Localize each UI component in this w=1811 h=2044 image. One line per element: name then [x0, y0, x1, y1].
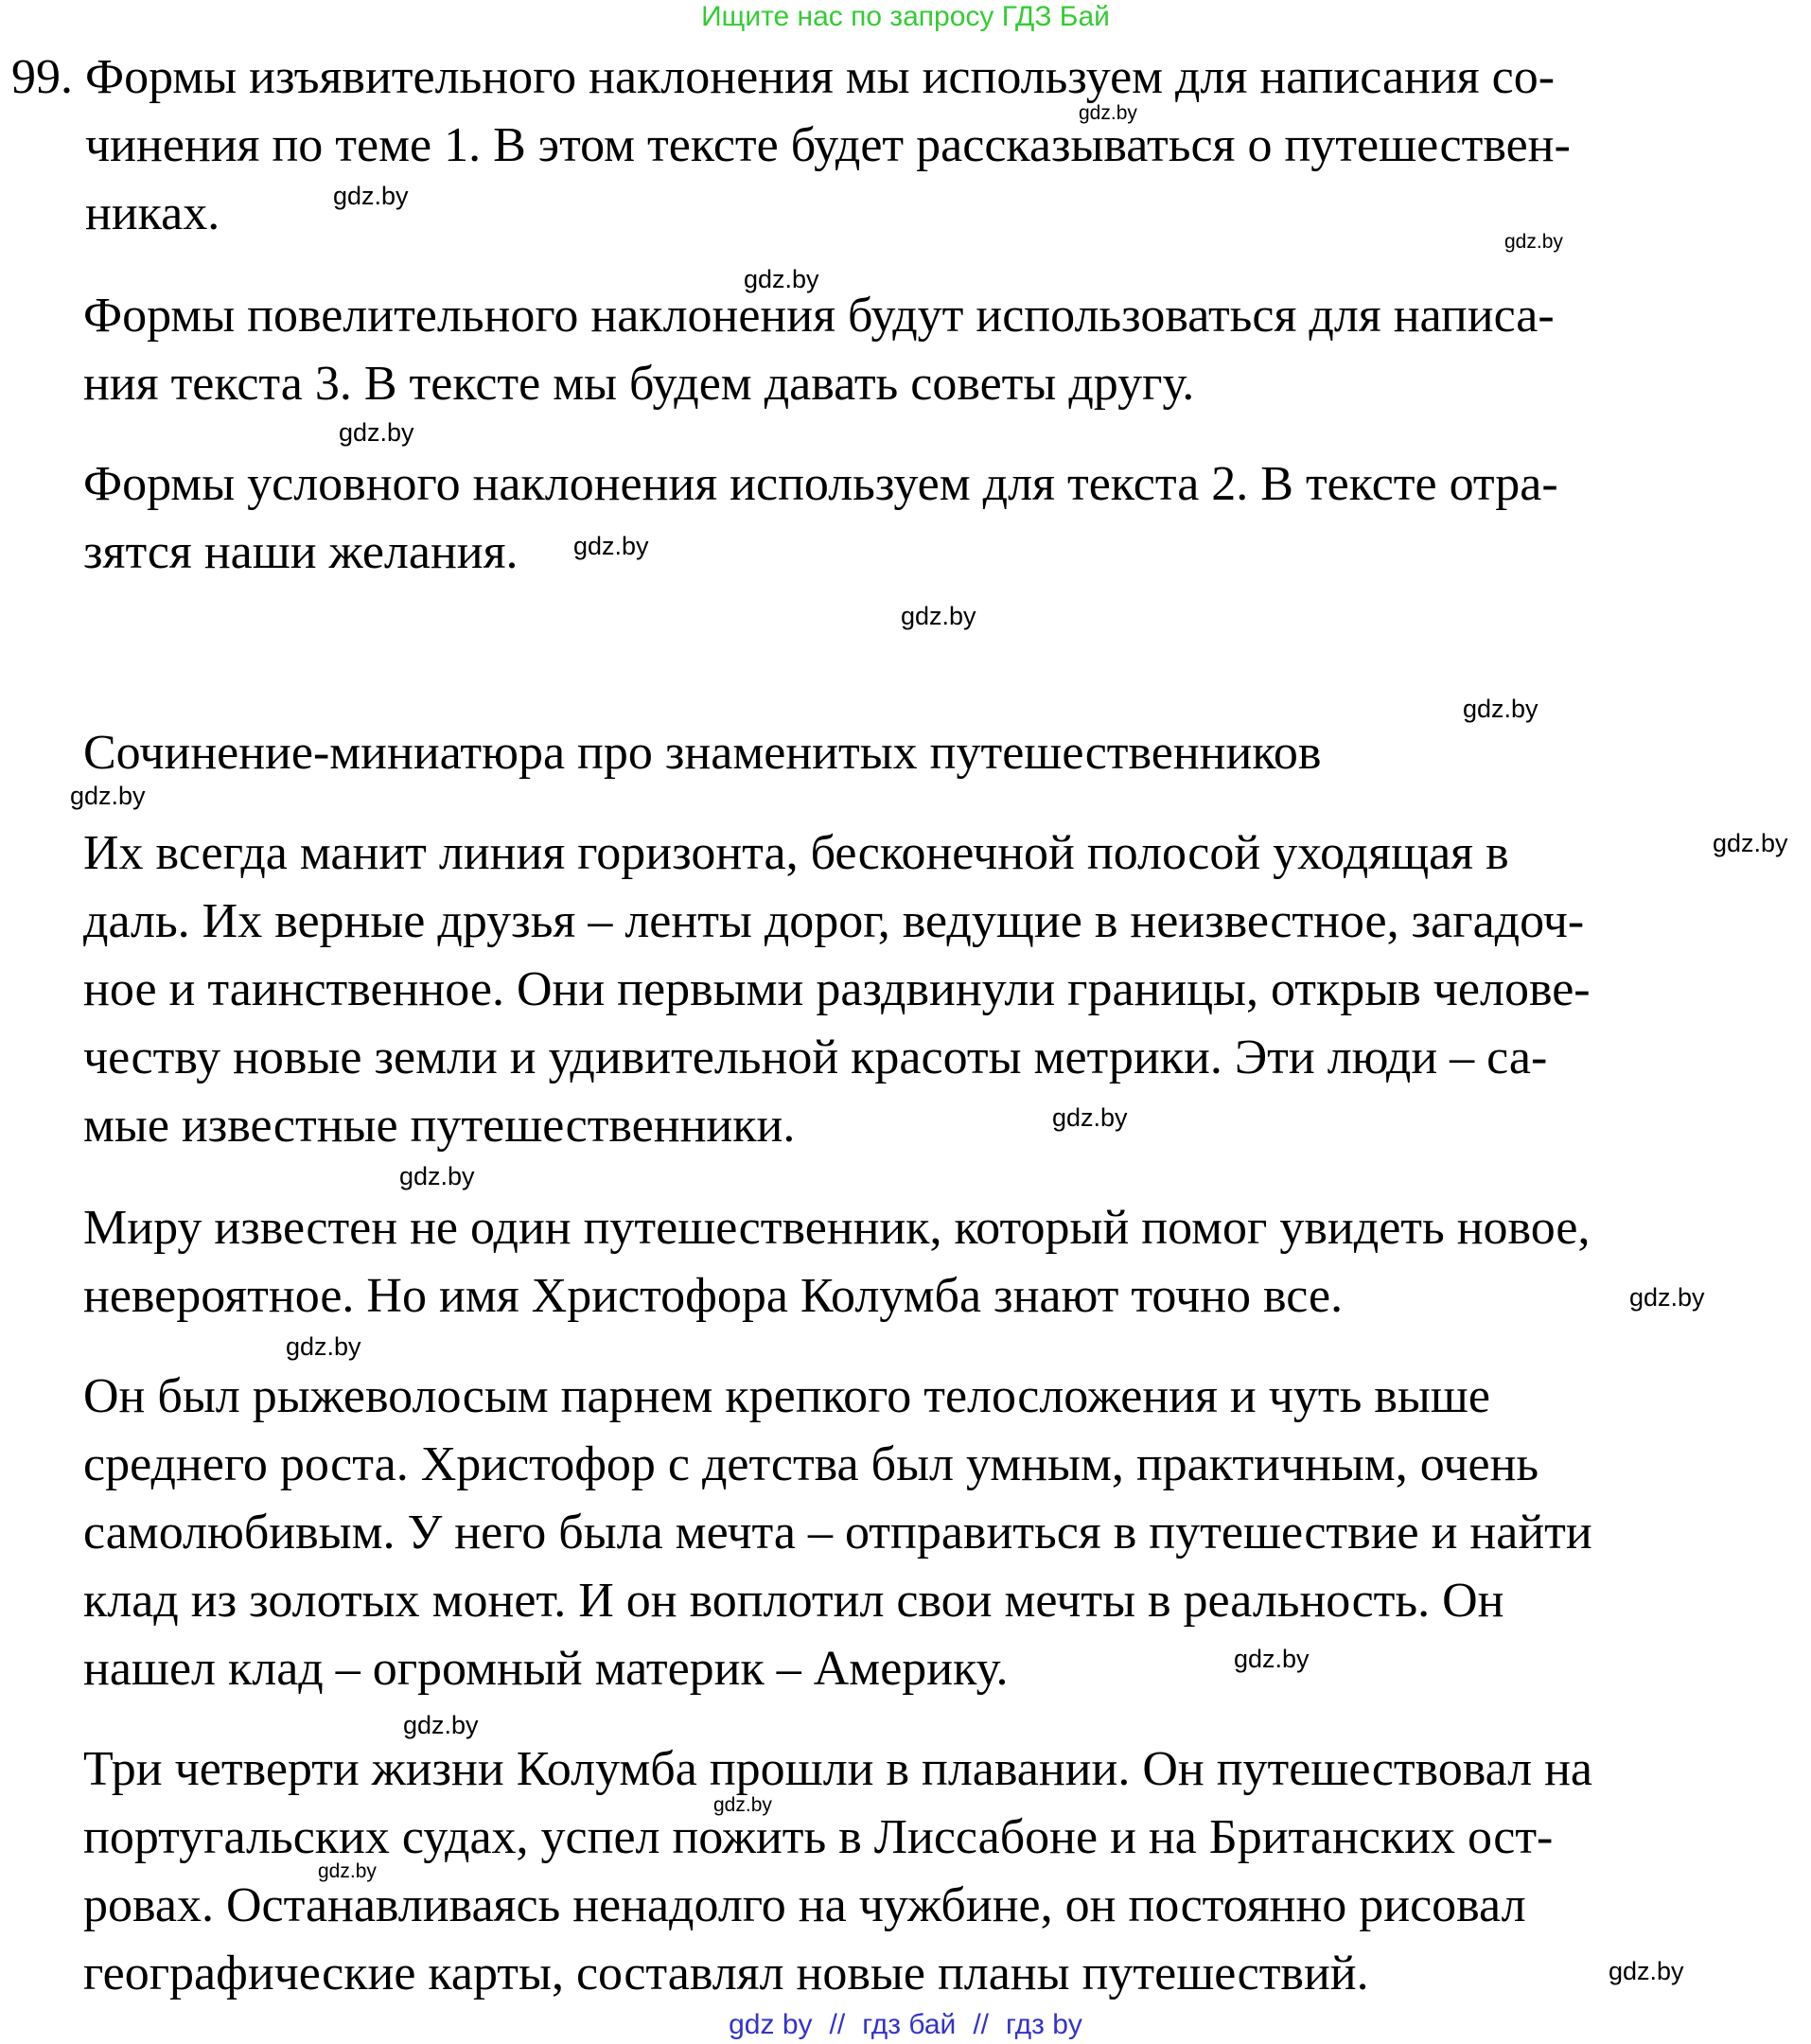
footer-link[interactable]: gdz by	[729, 2009, 813, 2040]
exercise-line: чинения по теме 1. В этом тексте будет рассказываться о путешествен-	[85, 118, 1571, 172]
essay-line: нашел клад – огромный материк – Америку.	[83, 1642, 1009, 1696]
watermark: gdz.by	[1629, 1283, 1705, 1312]
essay-line: ровах. Останавливаясь ненадолго на чужбине, он постоянно рисовал	[83, 1878, 1526, 1932]
watermark: gdz.by	[1713, 829, 1788, 857]
watermark: gdz.by	[901, 602, 976, 630]
exercise-number: 99.	[11, 50, 73, 104]
watermark: gdz.by	[1463, 695, 1538, 723]
exercise-line: никах.	[85, 186, 220, 240]
watermark: gdz.by	[399, 1162, 475, 1190]
watermark: gdz.by	[713, 1794, 772, 1816]
essay-line: среднего роста. Христофор с детства был умным, практичным, очень	[83, 1437, 1539, 1491]
search-hint-banner[interactable]: Ищите нас по запросу ГДЗ Бай	[701, 1, 1110, 32]
essay-title: Сочинение-миниатюра про знаменитых путешественников	[83, 726, 1322, 780]
essay-line: невероятное. Но имя Христофора Колумба знают точно все.	[83, 1269, 1344, 1323]
watermark: gdz.by	[333, 182, 409, 210]
essay-line: клад из золотых монет. И он воплотил свои мечты в реальность. Он	[83, 1574, 1504, 1628]
essay-line: Три четверти жизни Колумба прошли в плавании. Он путешествовал на	[83, 1742, 1593, 1796]
footer-link[interactable]: гдз by	[1006, 2009, 1082, 2040]
footer-separator: //	[973, 2009, 989, 2040]
exercise-line: Формы изъявительного наклонения мы используем для написания со-	[85, 50, 1556, 104]
essay-line: мые известные путешественники.	[83, 1099, 796, 1153]
footer-links	[0, 2008, 1811, 2042]
exercise-line: ния текста 3. В тексте мы будем давать советы другу.	[83, 357, 1195, 411]
essay-line: даль. Их верные друзья – ленты дорог, ведущие в неизвестное, загадоч-	[83, 894, 1585, 948]
watermark: gdz.by	[1079, 102, 1137, 124]
watermark: gdz.by	[403, 1711, 479, 1739]
watermark: gdz.by	[70, 782, 146, 810]
essay-line: Их всегда манит линия горизонта, бесконечной полосой уходящая в	[83, 826, 1509, 880]
watermark: gdz.by	[1609, 1957, 1684, 1985]
watermark: gdz.by	[286, 1332, 361, 1361]
exercise-line: Формы повелительного наклонения будут использоваться для написа-	[83, 289, 1555, 343]
essay-line: Миру известен не один путешественник, который помог увидеть новое,	[83, 1201, 1591, 1255]
footer-link[interactable]: гдз бай	[862, 2009, 957, 2040]
essay-line: честву новые земли и удивительной красоты метрики. Эти люди – са-	[83, 1031, 1548, 1084]
essay-line: самолюбивым. У него была мечта – отправиться в путешествие и найти	[83, 1506, 1592, 1559]
watermark: gdz.by	[744, 265, 819, 293]
watermark: gdz.by	[573, 532, 649, 560]
exercise-line: зятся наши желания.	[83, 525, 519, 579]
essay-line: Он был рыжеволосым парнем крепкого телосложения и чуть выше	[83, 1369, 1490, 1423]
footer-separator: //	[829, 2009, 846, 2040]
exercise-line: Формы условного наклонения используем для текста 2. В тексте отра-	[83, 457, 1558, 511]
watermark: gdz.by	[318, 1860, 377, 1882]
watermark: gdz.by	[339, 418, 414, 447]
watermark: gdz.by	[1052, 1103, 1128, 1132]
watermark: gdz.by	[1234, 1645, 1310, 1673]
essay-line: ное и таинственное. Они первыми раздвинули границы, открыв челове-	[83, 962, 1591, 1016]
essay-line: географические карты, составлял новые планы путешествий.	[83, 1947, 1369, 2000]
watermark: gdz.by	[1504, 231, 1563, 253]
essay-line: португальских судах, успел пожить в Лиссабоне и на Британских ост-	[83, 1810, 1554, 1864]
